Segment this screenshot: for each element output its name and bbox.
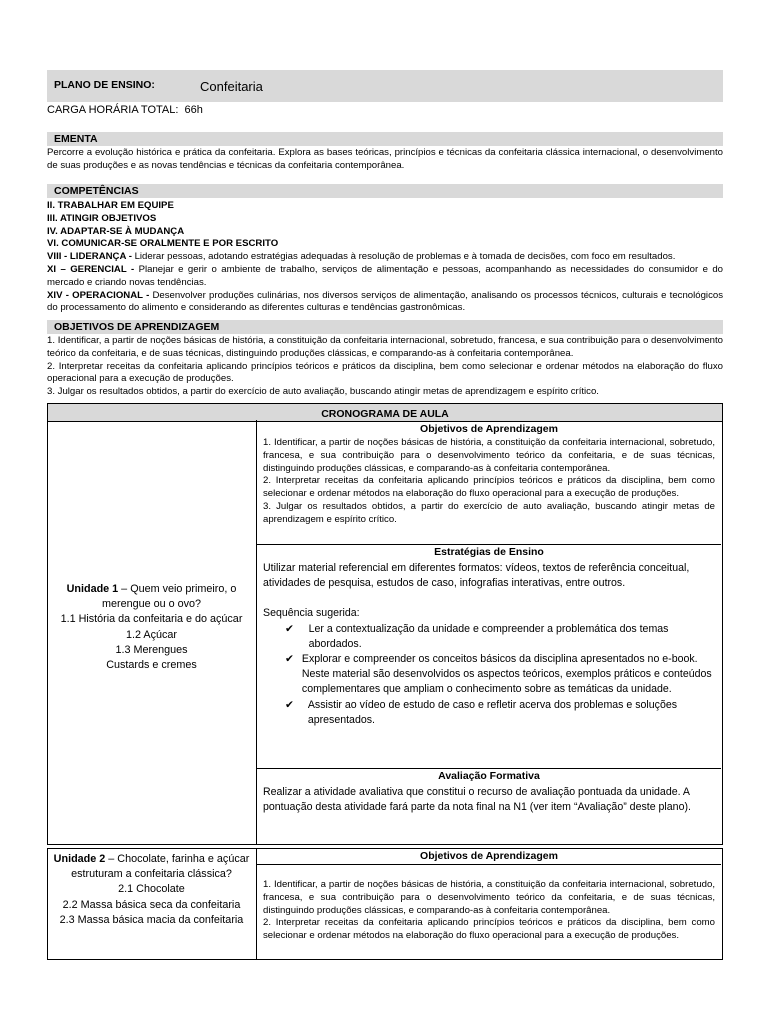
unit2-objetivos	[263, 879, 715, 943]
competencia-item: II. TRABALHAR EM EQUIPE	[47, 200, 174, 211]
objetivo-item: 2. Interpretar receitas da confeitaria aplicando princípios teóricos e práticos da disciplina, bem como selecionar e ordenar métodos na elaboração do fluxo operacional para a execução de produções.	[263, 475, 715, 500]
unit2-title	[49, 852, 254, 882]
objetivo-item: 1. Identificar, a partir de noções básicas de história, a constituição da confeitaria internacional, sobretudo, francesa, e sua contribuição para o desenvolvimento teórico da confeitaria, e de suas técnicas, distinguindo produções clássicas, e comparando-as à confeitaria contemporânea.	[263, 879, 715, 916]
unit-title-bold: Unidade 1	[66, 583, 119, 595]
competencia-item: IV. ADAPTAR-SE À MUDANÇA	[47, 225, 185, 237]
unit-topic: 2.2 Massa básica seca da confeitaria	[62, 898, 241, 911]
objetivo-item: 1. Identificar, a partir de noções básicas de história, a constituição da confeitaria internacional, sobretudo, francesa, e sua contribuição para o desenvolvimento teórico da confeitaria, e de suas técnicas, distinguindo produções clássicas, e comparando-as à confeitaria contemporânea.	[47, 335, 723, 359]
unit2-objetivos-header: Objetivos de Aprendizagem	[420, 850, 558, 862]
competencia-text: Desenvolver produções culinárias, nos diversos serviços de alimentação, analisando os processos técnicos, culturais e tecnológicos do processamento do alimento e considerando as diferentes culturas e tendências gastronômicas.	[47, 289, 723, 314]
competencia-item: VI. COMUNICAR-SE ORALMENTE E POR ESCRITO	[47, 238, 279, 250]
competencia-text: Planejar e gerir o ambiente de trabalho, serviços de alimentação e pessoas, acompanhando as necessidades do consumidor e do mercado e criando novas tendências.	[47, 263, 724, 288]
competencia-item: III. ATINGIR OBJETIVOS	[47, 212, 157, 224]
unit-topic: Custards e cremes	[106, 659, 197, 672]
competencia-label: VIII - LIDERANÇA -	[47, 251, 132, 263]
objetivos-title: OBJETIVOS DE APRENDIZAGEM	[54, 321, 220, 333]
competencia-label: XIV - OPERACIONAL -	[47, 289, 150, 301]
objetivo-item: 2. Interpretar receitas da confeitaria aplicando princípios teóricos e práticos da disciplina, bem como selecionar e ordenar métodos na elaboração do fluxo operacional para a execução de produções.	[263, 917, 715, 942]
unit1-objetivos	[263, 437, 715, 527]
cronograma-title: CRONOGRAMA DE AULA	[321, 408, 449, 420]
competencia-gerencial	[47, 264, 723, 290]
competencias-title: COMPETÊNCIAS	[54, 185, 139, 197]
seq-item-text: Ler a contextualização da unidade e compreender a problemática dos temas abordados.	[308, 622, 669, 650]
workload	[47, 104, 203, 117]
row-divider	[256, 768, 721, 769]
row-divider	[256, 864, 721, 865]
checkmark-icon: ✔	[285, 622, 294, 635]
competencia-lideranca	[47, 251, 723, 264]
objetivo-item: 3. Julgar os resultados obtidos, a partir do exercício de auto avaliação, buscando atingir metas de aprendizagem e espírito crítico.	[263, 500, 715, 525]
unit1-objetivos-header: Objetivos de Aprendizagem	[420, 423, 558, 435]
ementa-text: Percorre a evolução histórica e prática da confeitaria. Explora as bases teóricas, princípios e técnicas da confeitaria clássica internacional, o desenvolvimento de suas produções e as novas tendências e técnicas da confeitaria contemporânea.	[47, 147, 723, 171]
ementa-title: EMENTA	[54, 133, 98, 145]
unit-topic: 1.1 História da confeitaria e do açúcar	[60, 613, 243, 626]
checkmark-icon: ✔	[285, 653, 294, 666]
workload-label: CARGA HORÁRIA TOTAL:	[47, 104, 179, 116]
seq-item-text: Assistir ao vídeo de estudo de caso e refletir acerva dos problemas e soluções apresentados.	[307, 698, 678, 726]
unit-title-bold: Unidade 2	[53, 853, 106, 865]
plan-label: PLANO DE ENSINO:	[54, 79, 155, 91]
sequencia-label: Sequência sugerida:	[263, 607, 360, 620]
course-title: Confeitaria	[200, 79, 263, 94]
unit-title-text: – Quem veio primeiro, o merengue ou o ovo?	[101, 583, 237, 611]
objetivo-item: 2. Interpretar receitas da confeitaria aplicando princípios teóricos e práticos da disciplina, bem como selecionar e ordenar métodos na elaboração do fluxo operacional para a execução de produções.	[47, 360, 723, 385]
unit-topic: 2.3 Massa básica macia da confeitaria	[59, 913, 244, 926]
unit-topic: 1.3 Merengues	[115, 643, 188, 656]
unit1-topics	[49, 582, 254, 673]
competencia-label: XI – GERENCIAL -	[47, 263, 135, 275]
objetivo-item: 1. Identificar, a partir de noções básicas de história, a constituição da confeitaria internacional, sobretudo, francesa, e sua contribuição para o desenvolvimento teórico da confeitaria, e de suas técnicas, distinguindo produções clássicas, e comparando-as à confeitaria contemporânea.	[263, 437, 715, 474]
estrategias-header: Estratégias de Ensino	[434, 546, 544, 558]
estrategias-body	[263, 561, 715, 728]
ementa-bar	[47, 132, 723, 146]
unit-topic: 2.1 Chocolate	[118, 883, 185, 896]
row-divider	[256, 544, 721, 545]
unit2-topics	[49, 852, 254, 928]
seq-item-text: Explorar e compreender os conceitos básicos da disciplina apresentados no e-book. Neste material são desenvolvidos os aspectos teóricos, exemplos práticos e conteúdos complementares que ampliam o conhecimento sobre as temáticas da unidade.	[301, 653, 712, 696]
seq-item	[263, 698, 715, 728]
estrategias-intro: Utilizar material referencial em diferentes formatos: vídeos, textos de referência conceitual, atividades de pesquisa, estudos de caso, infografias interativas, entre outros.	[263, 562, 690, 590]
seq-item	[263, 622, 715, 652]
competencia-operacional	[47, 290, 723, 316]
unit-topic: 1.2 Açúcar	[125, 628, 178, 641]
unit-title-text: – Chocolate, farinha e açúcar estruturam a confeitaria clássica?	[71, 853, 250, 881]
avaliacao-text: Realizar a atividade avaliativa que constitui o recurso de avaliação pontuada da unidade. A pontuação desta atividade fará parte da nota final na N1 (ver item “Avaliação” deste plano).	[263, 786, 691, 814]
unit1-title	[49, 582, 254, 612]
competencias-list	[47, 200, 723, 315]
avaliacao-header: Avaliação Formativa	[438, 770, 540, 782]
workload-value: 66h	[184, 104, 203, 116]
objetivo-item: 3. Julgar os resultados obtidos, a partir do exercício de auto avaliação, buscando atingir metas de aprendizagem e espírito crítico.	[47, 386, 599, 398]
seq-item	[263, 652, 715, 698]
competencia-text: Liderar pessoas, adotando estratégias adequadas à resolução de problemas e à tomada de decisões, com foco em resultados.	[134, 251, 676, 263]
objetivos-list	[47, 335, 723, 399]
competencias-bar	[47, 184, 723, 198]
checkmark-icon: ✔	[285, 698, 294, 711]
